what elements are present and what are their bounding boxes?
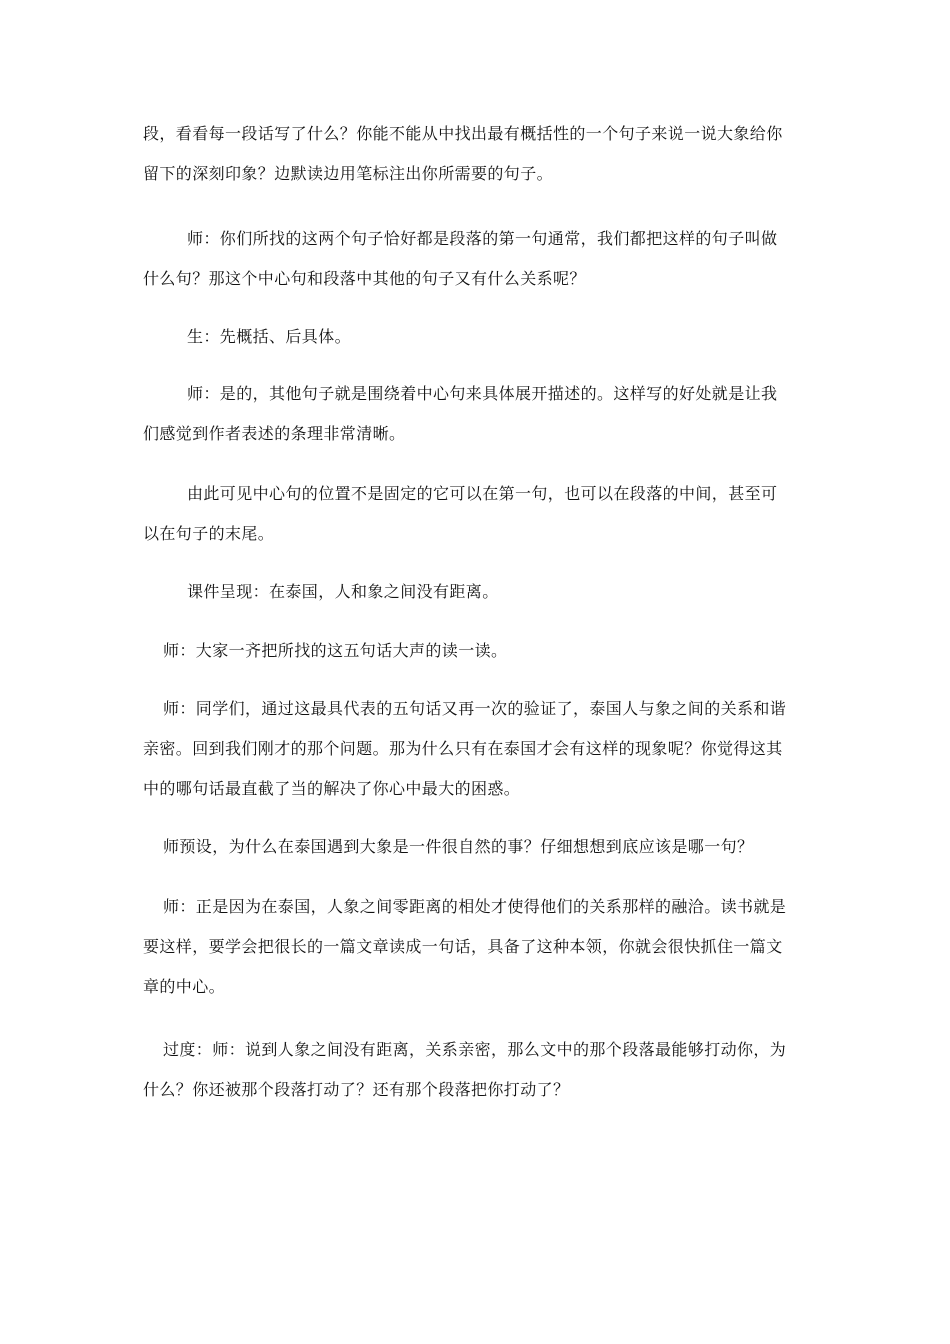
- paragraph-7: [143, 631, 813, 671]
- text-line: 什么句？那这个中心句和段落中其他的句子又有什么关系呢？: [143, 269, 586, 288]
- paragraph-1: [143, 114, 813, 194]
- text-line: 师：是的，其他句子就是围绕着中心句来具体展开描述的。这样写的好处就是让我: [187, 384, 778, 403]
- text-line: 亲密。回到我们刚才的那个问题。那为什么只有在泰国才会有这样的现象呢？你觉得这其: [143, 739, 783, 758]
- text-line: 生：先概括、后具体。: [187, 327, 352, 346]
- text-line: 过度：师：说到人象之间没有距离，关系亲密，那么文中的那个段落最能够打动你，为: [163, 1040, 787, 1059]
- text-line: 留下的深刻印象？边默读边用笔标注出你所需要的句子。: [143, 164, 554, 183]
- text-line: 师预设，为什么在泰国遇到大象是一件很自然的事？仔细想想到底应该是哪一句？: [163, 837, 754, 856]
- paragraph-4: [143, 374, 813, 454]
- text-line: 课件呈现：在泰国，人和象之间没有距离。: [187, 582, 499, 601]
- paragraph-3: [143, 317, 813, 357]
- text-line: 师：正是因为在泰国，人象之间零距离的相处才使得他们的关系那样的融洽。读书就是: [163, 897, 787, 916]
- text-line: 以在句子的末尾。: [143, 524, 275, 543]
- text-line: 由此可见中心句的位置不是固定的它可以在第一句，也可以在段落的中间，甚至可: [187, 484, 778, 503]
- text-line: 要这样，要学会把很长的一篇文章读成一句话，具备了这种本领，你就会很快抓住一篇文: [143, 937, 783, 956]
- text-line: 章的中心。: [143, 977, 226, 996]
- text-line: 中的哪句话最直截了当的解决了你心中最大的困惑。: [143, 779, 521, 798]
- paragraph-11: [143, 1030, 813, 1110]
- text-line: 师：大家一齐把所找的这五句话大声的读一读。: [163, 641, 508, 660]
- text-line: 段，看看每一段话写了什么？你能不能从中找出最有概括性的一个句子来说一说大象给你: [143, 124, 783, 143]
- paragraph-5: [143, 474, 813, 554]
- text-line: 师：你们所找的这两个句子恰好都是段落的第一句通常，我们都把这样的句子叫做: [187, 229, 778, 248]
- text-line: 师：同学们，通过这最具代表的五句话又再一次的验证了，泰国人与象之间的关系和谐: [163, 699, 787, 718]
- text-line: 什么？你还被那个段落打动了？还有那个段落把你打动了？: [143, 1080, 570, 1099]
- paragraph-6: [143, 572, 813, 612]
- paragraph-8: [143, 689, 813, 809]
- paragraph-2: [143, 219, 813, 299]
- text-line: 们感觉到作者表述的条理非常清晰。: [143, 424, 406, 443]
- paragraph-9: [143, 827, 813, 867]
- paragraph-10: [143, 887, 813, 1007]
